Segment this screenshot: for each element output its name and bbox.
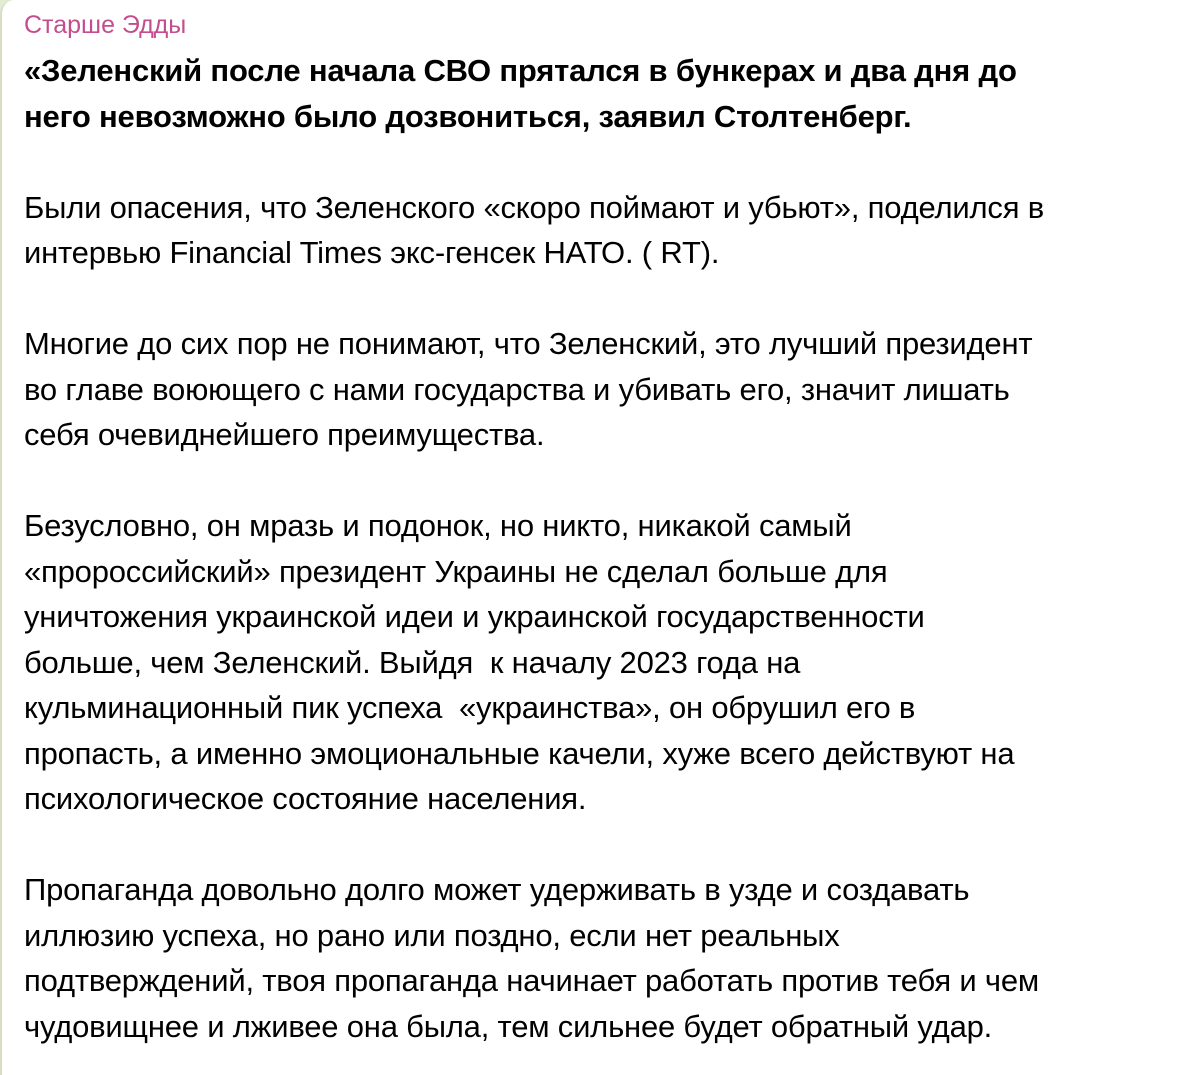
message-headline: «Зеленский после начала СВО прятался в бункерах и два дня до него невозможно было дозвониться, заявил Столтенберг. — [24, 53, 1017, 134]
paragraph-spacer — [24, 139, 1193, 185]
message-paragraph-2: Многие до сих пор не понимают, что Зеленский, это лучший президент во главе воюющего с нами государства и убивать его, значит лишать себя очевиднейшего преимущества. — [24, 326, 1033, 452]
message-paragraph-1: Были опасения, что Зеленского «скоро поймают и убьют», поделился в интервью Financial Times экс-генсек НАТО. ( RT). — [24, 189, 1044, 270]
message-paragraph-3: Безусловно, он мразь и подонок, но никто, никакой самый «пророссийский» президент Украины не сделал больше для уничтожения украинской идеи и украинской государственности больше, чем Зеленский. Выйдя к началу 2023 года на кульминационный пик успеха «украинства», он обрушил его в пропасть, а именно эмоциональные качели, хуже всего действуют на психологическое состояние населения. — [24, 508, 1015, 816]
paragraph-spacer — [24, 276, 1193, 322]
message-author[interactable]: Старше Эдды — [24, 11, 187, 39]
message-paragraph-4: Пропаганда довольно долго может удерживать в узде и создавать иллюзию успеха, но рано или поздно, если нет реальных подтверждений, твоя пропаганда начинает работать против тебя и чем чудовищнее и лживее она была, тем сильнее будет обратный удар. — [24, 872, 1039, 1044]
paragraph-spacer — [24, 822, 1193, 868]
paragraph-spacer — [24, 458, 1193, 504]
